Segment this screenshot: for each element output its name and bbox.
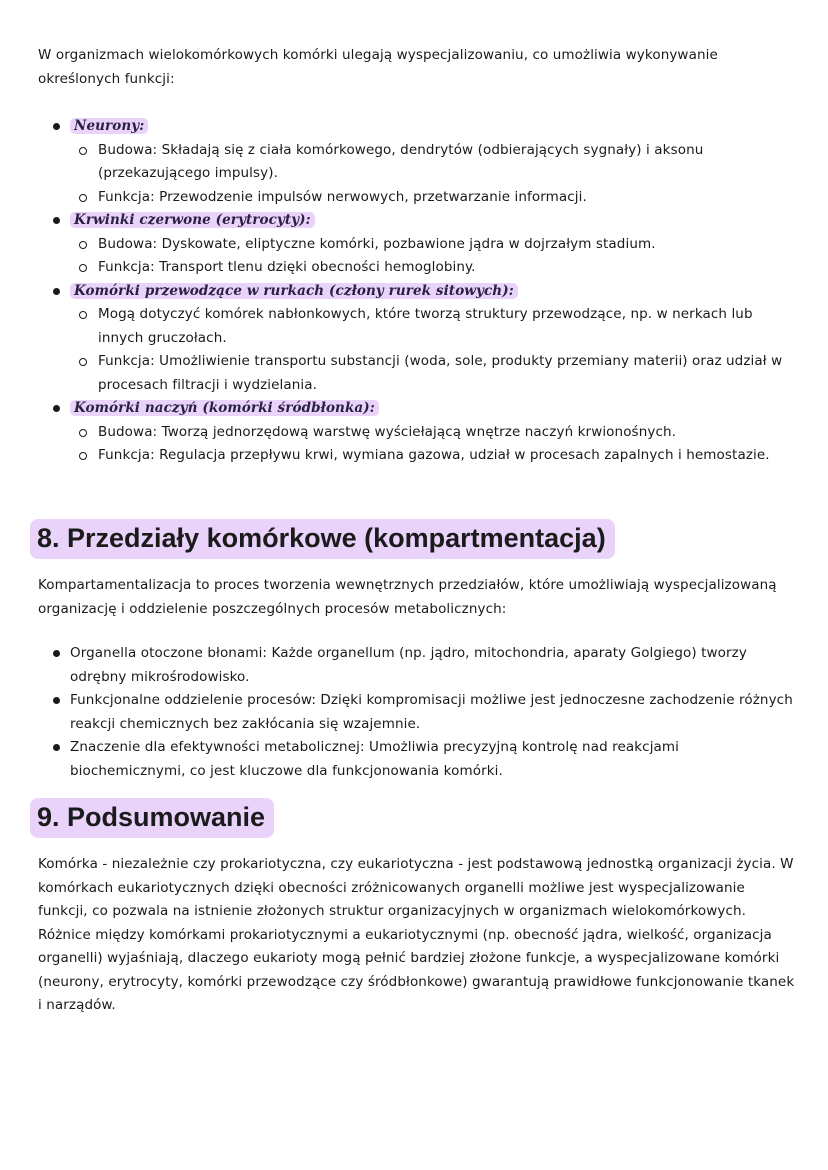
section-9-paragraph: Komórka - niezależnie czy prokariotyczna, czy eukariotyczna - jest podstawową jednostką organizacji życia. W komórkach eukariotycznych dzięki obecności zróżnicowanych organelli możliwe jest wyspecjalizowanie funkcji, co pozwala na istnienie złożonych struktur organizacyjnych w organizmach wielokomórkowych. Różnice między komórkami prokariotycznymi a eukariotycznymi (np. obecność jądra, wielkość, organizacja organelli) wyjaśniają, dlaczego eukarioty mogą pełnić bardziej złożone funkcje, a wyspecjalizowane komórki (neurony, erytrocyty, komórki przewodzące czy śródbłonkowe) gwarantują prawidłowe funkcjonowanie tkanek i narządów. — [38, 856, 795, 1013]
sub-item: Funkcja: Przewodzenie impulsów nerwowych, przetwarzanie informacji. — [38, 186, 798, 210]
cell-item-conducting — [38, 280, 798, 304]
sub-item: Mogą dotyczyć komórek nabłonkowych, które tworzą struktury przewodzące, np. w nerkach lub innych gruczołach. — [38, 303, 798, 350]
sub-item: Budowa: Dyskowate, eliptyczne komórki, pozbawione jądra w dojrzałym stadium. — [38, 233, 798, 257]
cell-item-endothelium — [38, 397, 798, 421]
section-9-heading: 9. Podsumowanie — [30, 798, 274, 838]
sub-item: Funkcja: Regulacja przepływu krwi, wymiana gazowa, udział w procesach zapalnych i hemostazie. — [38, 444, 798, 468]
sub-item: Budowa: Składają się z ciała komórkowego, dendrytów (odbierających sygnały) i aksonu (przekazującego impulsy). — [38, 139, 798, 186]
cell-item-erythrocytes — [38, 209, 798, 233]
term-neurons: Neurony: — [70, 118, 148, 134]
sub-item: Funkcja: Umożliwienie transportu substancji (woda, sole, produkty przemiany materii) oraz udział w procesach filtracji i wydzielania. — [38, 350, 798, 397]
cell-item-neurons — [38, 115, 798, 139]
list-item: Znaczenie dla efektywności metabolicznej: Umożliwia precyzyjną kontrolę nad reakcjami biochemicznymi, co jest kluczowe dla funkcjonowania komórki. — [38, 736, 798, 783]
section-8-heading: 8. Przedziały komórkowe (kompartmentacja) — [30, 519, 615, 559]
list-item: Organella otoczone błonami: Każde organellum (np. jądro, mitochondria, aparaty Golgiego) tworzy odrębny mikrośrodowisko. — [38, 642, 798, 689]
term-erythrocytes: Krwinki czerwone (erytrocyty): — [70, 212, 315, 228]
section-8-list — [38, 642, 798, 783]
term-endothelium: Komórki naczyń (komórki śródbłonka): — [70, 400, 379, 416]
term-conducting: Komórki przewodzące w rurkach (człony rurek sitowych): — [70, 283, 518, 299]
section-8-intro: Kompartamentalizacja to proces tworzenia wewnętrznych przedziałów, które umożliwiają wyspecjalizowaną organizację i oddzielenie poszczególnych procesów metabolicznych: — [38, 577, 777, 617]
intro-paragraph: W organizmach wielokomórkowych komórki ulegają wyspecjalizowaniu, co umożliwia wykonywanie określonych funkcji: — [38, 47, 718, 87]
sub-item: Budowa: Tworzą jednorzędową warstwę wyściełającą wnętrze naczyń krwionośnych. — [38, 421, 798, 445]
list-item: Funkcjonalne oddzielenie procesów: Dzięki kompromisacji możliwe jest jednoczesne zachodzenie różnych reakcji chemicznych bez zakłócania się wzajemnie. — [38, 689, 798, 736]
cell-types-list — [38, 115, 798, 468]
sub-item: Funkcja: Transport tlenu dzięki obecności hemoglobiny. — [38, 256, 798, 280]
